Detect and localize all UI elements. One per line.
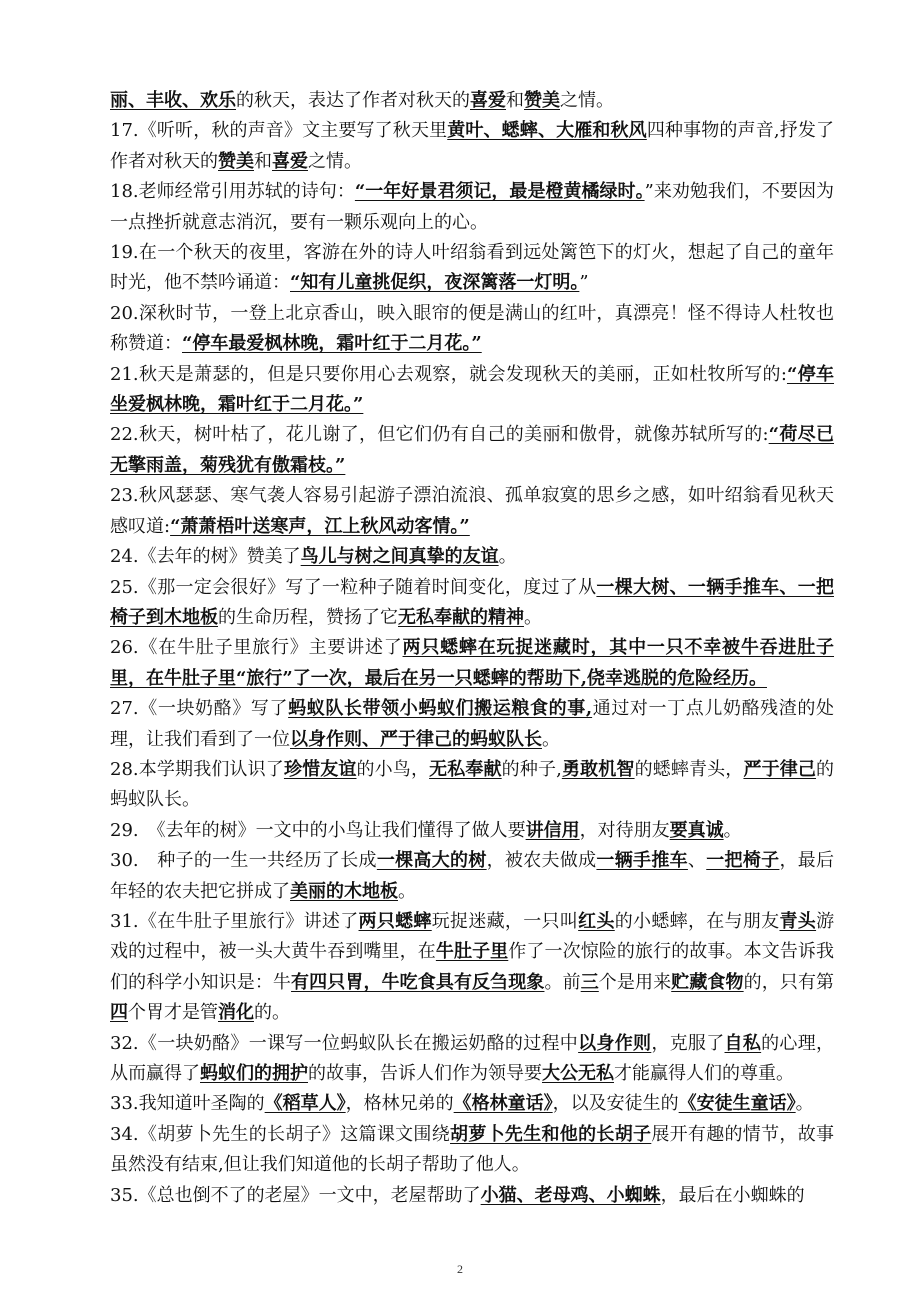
paragraph xyxy=(110,573,834,634)
text-segment: 玩捉迷藏，一只叫 xyxy=(431,910,579,932)
text-segment: 个是用来 xyxy=(598,971,672,993)
answer-highlight: 青头 xyxy=(779,910,817,932)
answer-highlight: 蚂蚁队长带领小蚂蚁们搬运粮食的事, xyxy=(288,698,593,720)
text-segment: 才能赢得人们的尊重。 xyxy=(614,1063,794,1084)
answer-highlight: 勇敢机智 xyxy=(561,758,635,780)
paragraph xyxy=(110,542,834,572)
answer-highlight: 鸟儿与树之间真挚的友谊 xyxy=(300,546,499,568)
text-segment: 的故事，告诉人们作为领导要 xyxy=(308,1063,542,1084)
text-segment: 的秋天，表达了作者对秋天的 xyxy=(236,90,470,111)
answer-highlight: 珍惜友谊 xyxy=(283,758,357,780)
text-segment: 个胃才是管 xyxy=(128,1002,218,1024)
text-segment: ，克服了 xyxy=(651,1032,725,1054)
text-segment: 28.本学期我们认识了 xyxy=(110,758,284,780)
document-body xyxy=(110,86,834,1211)
answer-highlight: 讲信用 xyxy=(525,819,580,841)
text-segment: ，被农夫做成 xyxy=(486,850,597,872)
text-segment: 19.在一个秋天的夜里，客游在外的诗人叶绍翁看到远处篱笆下的灯火，想起了自己的童年时光，他不禁吟诵道： xyxy=(110,242,834,294)
answer-highlight: 一棵大树、一辆手推车、一把椅子到木地板 xyxy=(110,576,834,628)
text-segment: 和 xyxy=(254,150,272,172)
text-segment: ，格林兄弟的 xyxy=(345,1093,454,1115)
answer-highlight: “知有儿童挑促织，夜深篱落一灯明。 xyxy=(290,272,580,294)
answer-highlight: 两只蟋蟀 xyxy=(358,910,432,932)
answer-highlight: 自私 xyxy=(724,1032,762,1054)
text-segment: 30. 种子的一生一共经历了长成 xyxy=(110,850,377,872)
text-segment: 的小鸟， xyxy=(356,758,430,780)
text-segment: 的生命历程，赞扬了它 xyxy=(218,606,398,628)
text-segment: 展开有趣的情节，故事虽然没有结束,但让我们知道他的长胡子帮助了他人。 xyxy=(110,1123,835,1176)
paragraph xyxy=(110,481,834,542)
text-segment: 。 xyxy=(398,880,416,902)
text-segment: 25.《那一定会很好》写了一粒种子随着时间变化，度过了从 xyxy=(110,576,597,598)
answer-highlight: 《安徒生童话》 xyxy=(678,1093,796,1115)
text-segment: 。 xyxy=(723,819,742,841)
answer-highlight: “停车坐爱枫林晚，霜叶红于二月花。” xyxy=(110,363,835,416)
text-segment: 35.《总也倒不了的老屋》一文中，老屋帮助了 xyxy=(110,1184,481,1206)
answer-highlight: 胡萝卜先生和他的长胡子 xyxy=(450,1123,652,1145)
text-segment: 之情。 xyxy=(308,150,362,172)
text-segment: 的蟋蟀青头， xyxy=(634,758,744,780)
text-segment: 的。 xyxy=(254,1002,290,1024)
text-segment: 的小蟋蟀，在与朋友 xyxy=(614,910,780,932)
text-segment: 21.秋天是萧瑟的，但是只要你用心去观察，就会发现秋天的美丽，正如杜牧所写的: xyxy=(110,363,787,385)
text-segment: 作了一次惊险的旅行的故事。本文告诉我们的科学小知识是：牛 xyxy=(110,941,835,993)
text-segment: ，最后年轻的农夫把它拼成了 xyxy=(110,850,835,902)
text-segment: 27.《一块奶酪》写了 xyxy=(110,698,289,720)
answer-highlight: 消化 xyxy=(218,1002,254,1024)
answer-highlight: 《稻草人》 xyxy=(264,1093,346,1115)
text-segment: 。 xyxy=(795,1093,814,1115)
paragraph xyxy=(110,816,834,846)
answer-highlight: 红头 xyxy=(578,910,615,932)
answer-highlight: 牛肚子里 xyxy=(435,941,509,963)
text-segment: 32.《一块奶酪》一课写一位蚂蚁队长在搬运奶酪的过程中 xyxy=(110,1032,579,1054)
paragraph xyxy=(110,86,834,116)
answer-highlight: 两只蟋蟀在玩捉迷藏时，其中一只不幸被牛吞进肚子里，在牛肚子里“旅行”了一次，最后在另一只蟋蟀的帮助下,侥幸逃脱的危险经历。 xyxy=(110,637,835,689)
text-segment: ” xyxy=(579,272,589,294)
text-segment: 20.深秋时节，一登上北京香山，映入眼帘的便是满山的红叶，真漂亮！怪不得诗人杜牧也称赞道： xyxy=(110,302,834,355)
paragraph xyxy=(110,694,834,755)
text-segment: 24.《去年的树》赞美了 xyxy=(110,546,301,568)
text-segment: ，对待朋友 xyxy=(579,819,670,841)
answer-highlight: 严于律己 xyxy=(743,758,817,780)
paragraph xyxy=(110,299,834,360)
answer-highlight: 要真诚 xyxy=(669,819,724,841)
answer-highlight: “停车最爱枫林晚，霜叶红于二月花。” xyxy=(182,333,482,355)
text-segment: 26.《在牛肚子里旅行》主要讲述了 xyxy=(110,637,403,659)
text-segment: 之情。 xyxy=(560,90,614,111)
paragraph xyxy=(110,238,834,299)
answer-highlight: 无私奉献的精神 xyxy=(398,606,524,628)
page-number: 2 xyxy=(457,1262,463,1276)
answer-highlight: 大公无私 xyxy=(542,1063,614,1084)
answer-highlight: 一辆手推车 xyxy=(596,850,688,872)
text-segment: 和 xyxy=(506,90,524,111)
text-segment: 四种事物的声音,抒发了作者对秋天的 xyxy=(110,120,834,172)
answer-highlight: 美丽的木地板 xyxy=(290,880,398,902)
answer-highlight: 三 xyxy=(580,971,599,993)
text-segment: 17.《听听，秋的声音》文主要写了秋天里 xyxy=(110,120,448,142)
answer-highlight: 有四只胃，牛吃食具有反刍现象 xyxy=(291,971,545,993)
text-segment: 的心理，从而赢得了 xyxy=(110,1032,835,1084)
text-segment: 。前 xyxy=(544,971,581,993)
answer-highlight: 赞美 xyxy=(524,90,560,111)
answer-highlight: 《格林童话》 xyxy=(453,1093,553,1115)
text-segment: ”来劝勉我们，不要因为一点挫折就意志消沉，要有一颗乐观向上的心。 xyxy=(110,181,834,233)
text-segment: 18.老师经常引用苏轼的诗句： xyxy=(110,181,355,203)
answer-highlight: 蚂蚁们的拥护 xyxy=(200,1063,308,1084)
paragraph xyxy=(110,846,834,907)
paragraph xyxy=(110,1029,834,1090)
answer-highlight: 四 xyxy=(110,1002,128,1024)
paragraph xyxy=(110,420,834,481)
paragraph xyxy=(110,1181,834,1211)
paragraph xyxy=(110,755,834,816)
paragraph xyxy=(110,633,834,694)
text-segment: 。 xyxy=(542,728,560,750)
answer-highlight: 喜爱 xyxy=(470,90,506,111)
text-segment: 29. 《去年的树》一文中的小鸟让我们懂得了做人要 xyxy=(110,819,526,841)
text-segment: 33.我知道叶圣陶的 xyxy=(110,1093,265,1115)
text-segment: ，最后在小蜘蛛的 xyxy=(660,1184,805,1206)
answer-highlight: 小猫、老母鸡、小蜘蛛 xyxy=(480,1184,661,1206)
text-segment: 22.秋天，树叶枯了，花儿谢了，但它们仍有自己的美丽和傲骨，就像苏轼所写的: xyxy=(110,424,769,446)
text-segment: 、 xyxy=(687,850,707,872)
answer-highlight: “萧萧梧叶送寒声，江上秋风动客情。” xyxy=(170,515,470,537)
text-segment: 游戏的过程中，被一头大黄牛吞到嘴里，在 xyxy=(110,910,835,963)
text-segment: 。 xyxy=(498,546,517,568)
answer-highlight: 黄叶、蟋蟀、大雁和秋风 xyxy=(447,120,647,142)
answer-highlight: 一把椅子 xyxy=(706,850,780,872)
answer-highlight: 贮藏食物 xyxy=(671,971,744,993)
text-segment: 34.《胡萝卜先生的长胡子》这篇课文围绕 xyxy=(110,1123,451,1145)
text-segment: 的，只有第 xyxy=(743,971,835,993)
text-segment: 通过对一丁点儿奶酪残渣的处理，让我们看到了一位 xyxy=(110,698,835,750)
paragraph xyxy=(110,360,834,421)
text-segment: 的蚂蚁队长。 xyxy=(110,758,835,811)
text-segment: ，以及安徒生的 xyxy=(552,1093,679,1115)
answer-highlight: 赞美 xyxy=(218,150,254,172)
answer-highlight: 丽、丰收、欢乐 xyxy=(110,90,236,111)
paragraph xyxy=(110,907,834,1029)
paragraph xyxy=(110,177,834,238)
paragraph xyxy=(110,1089,834,1119)
text-segment: 31.《在牛肚子里旅行》讲述了 xyxy=(110,910,359,932)
paragraph xyxy=(110,116,834,177)
paragraph xyxy=(110,1120,834,1181)
text-segment: 。 xyxy=(524,606,542,628)
answer-highlight: “荷尽已无擎雨盖，菊残犹有傲霜枝。” xyxy=(110,424,835,476)
answer-highlight: 一棵高大的树 xyxy=(376,850,487,872)
answer-highlight: 无私奉献 xyxy=(429,758,502,780)
answer-highlight: 以身作则 xyxy=(578,1032,652,1054)
answer-highlight: 以身作则、严于律己的蚂蚁队长 xyxy=(290,728,542,750)
text-segment: 的种子, xyxy=(501,758,562,780)
answer-highlight: 喜爱 xyxy=(272,150,308,172)
text-segment: 23.秋风瑟瑟、寒气袭人容易引起游子漂泊流浪、孤单寂寞的思乡之感，如叶绍翁看见秋天感叹道: xyxy=(110,485,834,537)
answer-highlight: “一年好景君须记，最是橙黄橘绿时。 xyxy=(354,181,645,203)
